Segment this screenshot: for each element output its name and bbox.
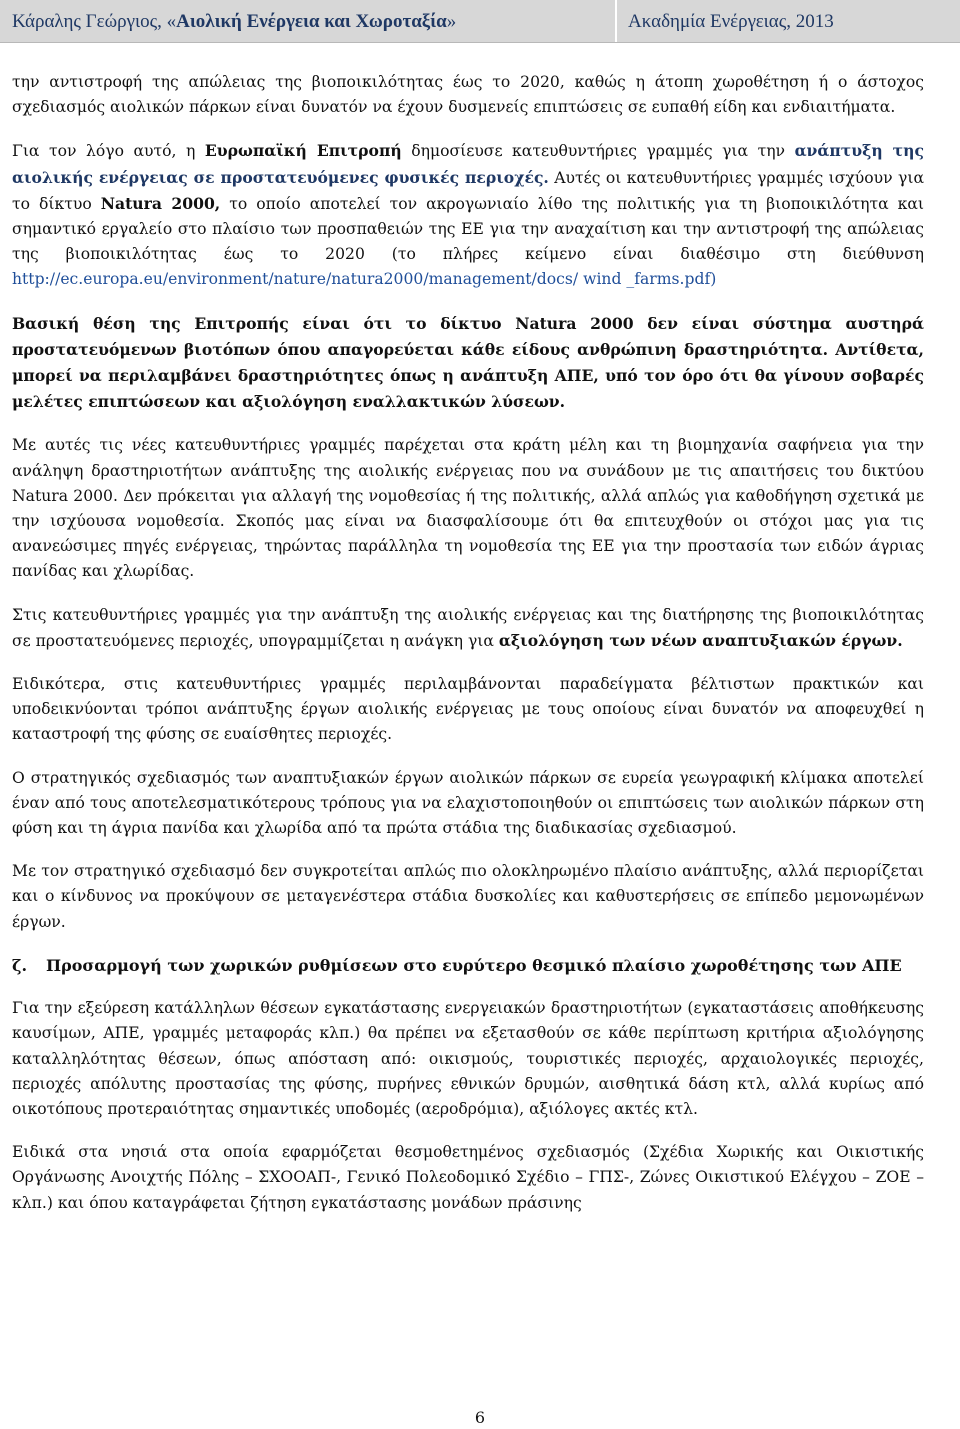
- paragraph-6: Ειδικότερα, στις κατευθυντήριες γραμμές περιλαμβάνονται παραδείγματα βέλτιστων πρακτικών και υποδεικνύονται τρόποι ανάπτυξης έργων αιολικής ενέργειας με τους οποίους είναι δυνατόν να αποφευχθεί η καταστροφή της φύσης σε ευαίσθητες περιοχές.: [12, 675, 924, 744]
- p2-text-e: Αυτές οι κατευθυντήριες γραμμές ισχύουν για το δίκτυο: [12, 168, 924, 213]
- p2-natura: Natura 2000,: [100, 193, 221, 213]
- p3-bold-statement: Βασική θέση της Επιτροπής είναι ότι το δίκτυο Natura 2000 δεν είναι σύστημα αυστηρά προστατευόμενων βιοτόπων όπου απαγορεύεται κάθε είδους ανθρώπινη δραστηριότητα. Αντίθετα, μπορεί να περιλαμβάνει δραστηριότητες όπως η ανάπτυξη ΑΠΕ, υπό τον όρο ότι θα γίνουν σοβαρές μελέτες επιπτώσεων και αξιολόγηση εναλλακτικών λύσεων.: [12, 313, 924, 412]
- paragraph-5: [12, 603, 924, 654]
- header-author: Κάραλης Γεώργιος, «: [12, 11, 177, 32]
- p2-text-g: το οποίο αποτελεί τον ακρογωνιαίο λίθο της πολιτικής για τη βιοποικιλότητα και σημαντικό εργαλείο στο πλαίσιο των προσπαθειών της ΕΕ για την αναχαίτιση και την αντιστροφή της απώλειας της βιοποικιλότητας έως το 2020 (το πλήρες κείμενο είναι διαθέσιμο στη διεύθυνση: [12, 194, 924, 264]
- paragraph-4: Με αυτές τις νέες κατευθυντήριες γραμμές παρέχεται στα κράτη μέλη και τη βιομηχανία σαφήνεια για την ανάληψη δραστηριοτήτων ανάπτυξης της αιολικής ενέργειας που να συνάδουν με τις απαιτήσεις του δικτύου Natura 2000. Δεν πρόκειται για αλλαγή της νομοθεσίας ή της πολιτικής, αλλά απλώς για καθοδήγηση σχετικά με την ισχύουσα νομοθεσία. Σκοπός μας είναι να διασφαλίσουμε ότι θα επιτευχθούν οι στόχοι μας για τις ανανεώσιμες πηγές ενέργειας, τηρώντας παράλληλα τη νομοθεσία της ΕΕ για την προστασία των ειδών άγριας πανίδας και χλωρίδας.: [12, 436, 924, 581]
- paragraph-2: [12, 138, 924, 292]
- header-close-quote: »: [446, 11, 457, 32]
- section-title: Προσαρμογή των χωρικών ρυθμίσεων στο ευρύτερο θεσμικό πλαίσιο χωροθέτησης των ΑΠΕ: [46, 955, 902, 975]
- document-body: [12, 70, 924, 1234]
- header-organization: Ακαδημία Ενέργειας, 2013: [628, 11, 834, 32]
- header-author-title: [12, 11, 456, 33]
- paragraph-9: Για την εξεύρεση κατάλληλων θέσεων εγκατάστασης ενεργειακών δραστηριοτήτων (εγκαταστάσεις αποθήκευσης καυσίμων, ΑΠΕ, γραμμές μεταφοράς κλπ.) θα πρέπει να εξετασθούν σε κάθε περίπτωση κριτήρια αξιολόγησης καταλληλότητας θέσεων, όπως απόσταση από: οικισμούς, τουριστικές περιοχές, αρχαιολογικές περιοχές, περιοχές απόλυτης προστασίας της φύσης, πυρήνες εθνικών δρυμών, αισθητικά δάση κτλ, αλλά κυρίως από οικοτόπους προτεραιότητας σημαντικές υποδομές (αεροδρόμια), αξιόλογες ακτές κτλ.: [12, 999, 924, 1118]
- p5-bold: αξιολόγηση των νέων αναπτυξιακών έργων.: [498, 630, 903, 650]
- p5-text-a: Στις κατευθυντήριες γραμμές για την ανάπτυξη της αιολικής ενέργειας και της διατήρησης της βιοποικιλότητας σε προστατευόμενες περιοχές, υπογραμμίζεται η ανάγκη για: [12, 605, 924, 650]
- p2-guidelines-topic: ανάπτυξη της αιολικής ενέργειας σε προστατευόμενες φυσικές περιοχές.: [12, 141, 925, 187]
- running-header: [0, 0, 960, 43]
- paragraph-8: Με τον στρατηγικό σχεδιασμό δεν συγκροτείται απλώς πιο ολοκληρωμένο πλαίσιο ανάπτυξης, αλλά περιορίζεται και ο κίνδυνος να προκύψουν σε μεταγενέστερα στάδια δυσκολίες και καθυστερήσεις σε επίπεδο μεμονωμένων έργων.: [12, 862, 924, 931]
- paragraph-7: Ο στρατηγικός σχεδιασμός των αναπτυξιακών έργων αιολικών πάρκων σε ευρεία γεωγραφική κλίμακα αποτελεί έναν από τους αποτελεσματικότερους τρόπους για να ελαχιστοποιηθούν οι επιπτώσεις των αιολικών πάρκων στη φύση και τη άγρια πανίδα και χλωρίδα από τα πρώτα στάδια της διαδικασίας σχεδιασμού.: [12, 768, 924, 838]
- p2-text-a: Για τον λόγο αυτό, η: [12, 142, 205, 161]
- section-heading: [12, 953, 924, 978]
- p2-document-link[interactable]: http://ec.europa.eu/environment/nature/natura2000/management/docs/ wind _farms.pdf): [12, 270, 717, 289]
- p2-commission: Ευρωπαϊκή Επιτροπή: [204, 141, 402, 161]
- page-number: 6: [474, 1408, 486, 1427]
- p2-text-c: δημοσίευσε κατευθυντήριες γραμμές για την: [401, 142, 795, 161]
- header-divider: [615, 0, 617, 42]
- section-label: ζ.: [12, 955, 28, 975]
- paragraph-3: [12, 311, 924, 416]
- header-title: Αιολική Ενέργεια και Χωροταξία: [176, 11, 447, 32]
- paragraph-1: την αντιστροφή της απώλειας της βιοποικιλότητας έως το 2020, καθώς η άτοπη χωροθέτηση ή ο άστοχος σχεδιασμός αιολικών πάρκων είναι δυνατόν να έχουν δυσμενείς επιπτώσεις σε ευπαθή είδη και ενδιαιτήματα.: [12, 73, 924, 117]
- paragraph-10: Ειδικά στα νησιά στα οποία εφαρμόζεται θεσμοθετημένος σχεδιασμός (Σχέδια Χωρικής και Οικιστικής Οργάνωσης Ανοιχτής Πόλης – ΣΧΟΟΑΠ-, Γενικό Πολεοδομικό Σχέδιο – ΓΠΣ-, Ζώνες Οικιστικού Ελέγχου – ΖΟΕ – κλπ.) και όπου καταγράφεται ζήτηση εγκατάστασης μονάδων πράσινης: [12, 1143, 924, 1212]
